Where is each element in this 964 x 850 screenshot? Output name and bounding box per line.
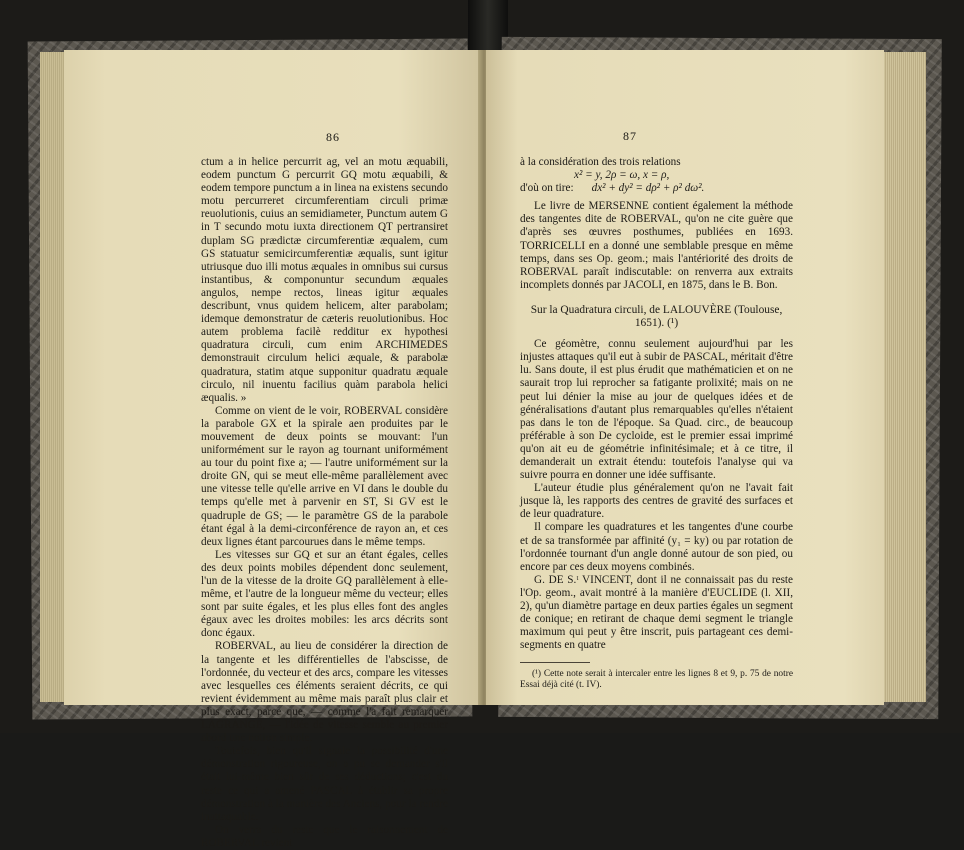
paragraph: Comme on vient de le voir, ROBERVAL considère la parabole GX et la spirale aen produites par le mouvement de deux points se mouvant: l'un uniformément sur le rayon ag tournant uniformément au tour du point fixe a; — l'autre uniformément sur la droite GN, qui se meut elle-même parallèlement avec une vitesse telle qu'elle arrive en VI dans le double du temps qu'elle met à parvenir en ST, Si GV est le quadruple de GS; — le paramètre GS de la parabole étant égal à la demi-circonférence de rayon an, et ces deux lignes étant parcourues dans le même temps. [201, 404, 448, 548]
paragraph: Toutefois, bien qu'il signale la possibilité d'une démonstration rigoureuse, on a pu se demander s'il était lui-même bien sûr de ses déductions; c'est du reste ce qui a amené PASCAL à établir sa propre démonstration à la manière des Anciens, pour la rendre inattaquable. [201, 745, 448, 823]
page-number: 87 [623, 129, 637, 143]
paragraph: Ce géomètre, connu seulement aujourd'hui par les injustes attaques qu'il eut à subir de PASCAL, méritait d'être lu. Sans doute, il est plus érudit que mathématicien et on ne saurait trop lui reprocher sa fatigante prolixité; mais on ne peut lui dénier la mise au jour de quelques idées et de généralisations d'autant plus remarquables qu'elles n'étaient pas dans le ton de l'époque. Sa Quad. circ., de beaucoup préférable à son De cycloide, est le premier essai imprimé qu'on ait eu de géométrie infinitésimale; et à ce titre, il demanderait un extrait étendu: toutefois l'analyse qui va suivre pourra en donner une idée suffisante. [520, 338, 793, 482]
right-page [486, 50, 884, 705]
formula-line [520, 169, 793, 182]
footnote: (¹) Cette note serait à intercaler entre les lignes 8 et 9, p. 75 de notre Essai déjà cité (t. IV). [520, 669, 793, 691]
page-number: 86 [326, 130, 340, 144]
paragraph: ROBERVAL, au lieu de considérer la direction de la tangente et les différentielles de l'abscisse, de l'ordonnée, du vecteur et des arcs, compare les vitesses avec lesquelles ces éléments seraient décrits, ce qui revient évidemment au même mais paraît plus clair et plus exact, parce que, — comme l'a fait remarquer LAGRANGE, — l'idée de vitesse semble au premier abord une notion simple. [201, 640, 448, 745]
formula: x² = y, 2ρ = ω, x = ρ, [574, 169, 670, 182]
section-title: Sur la Quadratura circuli, de LALOUVÈRE (Toulouse, 1651). (¹) [530, 303, 783, 330]
donc-label: d'où on tire: [520, 182, 574, 195]
paragraph: Les vitesses sur GQ et sur an étant égales, celles des deux points mobiles dépendent donc seulement, l'un de la vitesse de la droite GQ parallèlement à elle-même, et l'autre de la longueur même du vecteur; elles sont par suite égales, et les plus elles font des angles égaux avec les droites mobiles: les arcs décrits sont donc égaux. [201, 548, 448, 640]
paragraph: Le livre de MERSENNE contient également la méthode des tangentes dite de ROBERVAL, qu'on ne cite guère que d'après ses œuvres posthumes, publiées en 1693. TORRICELLI en a donné une semblable presque en même temps, dans ses Op. geom.; mais l'antériorité des droits de ROBERVAL paraît indiscutable: on renverra aux extraits incomplets donnés par JACOLI, en 1875, dans le B. Bon. [520, 200, 793, 291]
paragraph: On verra du reste que le raisonnement de ROBERVAL revient [201, 823, 448, 849]
paragraph: Il compare les quadratures et les tangentes d'une courbe et de sa transformée par affinité (y₁ = ky) ou par rotation de l'ordonnée tournant d'un angle donné autour de son pied, ou encore par ces deux moyens combinés. [520, 521, 793, 573]
intro-line: à la considération des trois relations [520, 156, 681, 168]
footnote-rule [520, 662, 590, 663]
paragraph: G. DE S.ᵗ VINCENT, dont il ne connaissait pas du reste l'Op. geom., avait montré à la manière d'EUCLIDE (l. XII, 2), qu'un diamètre partage en deux parties égales un segment de conique; en retirant de chaque demi segment le triangle maximum qui peut y être inscrit, puis partageant ces demi-segments en quatre [520, 573, 793, 652]
page-stack-right [880, 52, 926, 702]
paragraph: ctum a in helice percurrit ag, vel an motu æquabili, eodem punctum G percurrit GQ motu æquabili, & eodem tempore punctum a in linea na existens secundo motu percurreret circumferentiam circuli primæ reuolutionis, cuius an semidiameter, Punctum autem G in T secundo motu iuxta directionem QT pertransiret duplam SG prædictæ circumferentiæ æqualem, cum GS statuatur semicircumferentiæ æqualis, sunt igitur utriusque duo illi motus æquales in omnibus sui cursus instantibus, & componuntur secundum æquales angulos, nempe rectos, lineas igitur æquales describunt, vnus quidem helicem, alter parabolam; idemque demonstratur de cæteris reuolutionibus. Hoc autem problema facilè redditur ex hypothesi quadratura circuli, cum enim ARCHIMEDES demonstrauit circulum helici æquale, & parabolæ quadratura, statim atque supponitur quadratu æquale circulo, nil inuentu facilius quàm parabola helici æqualis. » [201, 156, 448, 404]
paragraph: L'auteur étudie plus généralement qu'on ne l'avait fait jusque là, les rapports des centres de gravité des surfaces et de leur quadrature. [520, 482, 793, 521]
formula-line [520, 182, 793, 195]
left-page-text [201, 156, 448, 850]
right-page-text [520, 156, 793, 691]
left-page [64, 50, 482, 849]
formula: dx² + dy² = dρ² + ρ² dω². [591, 182, 705, 195]
